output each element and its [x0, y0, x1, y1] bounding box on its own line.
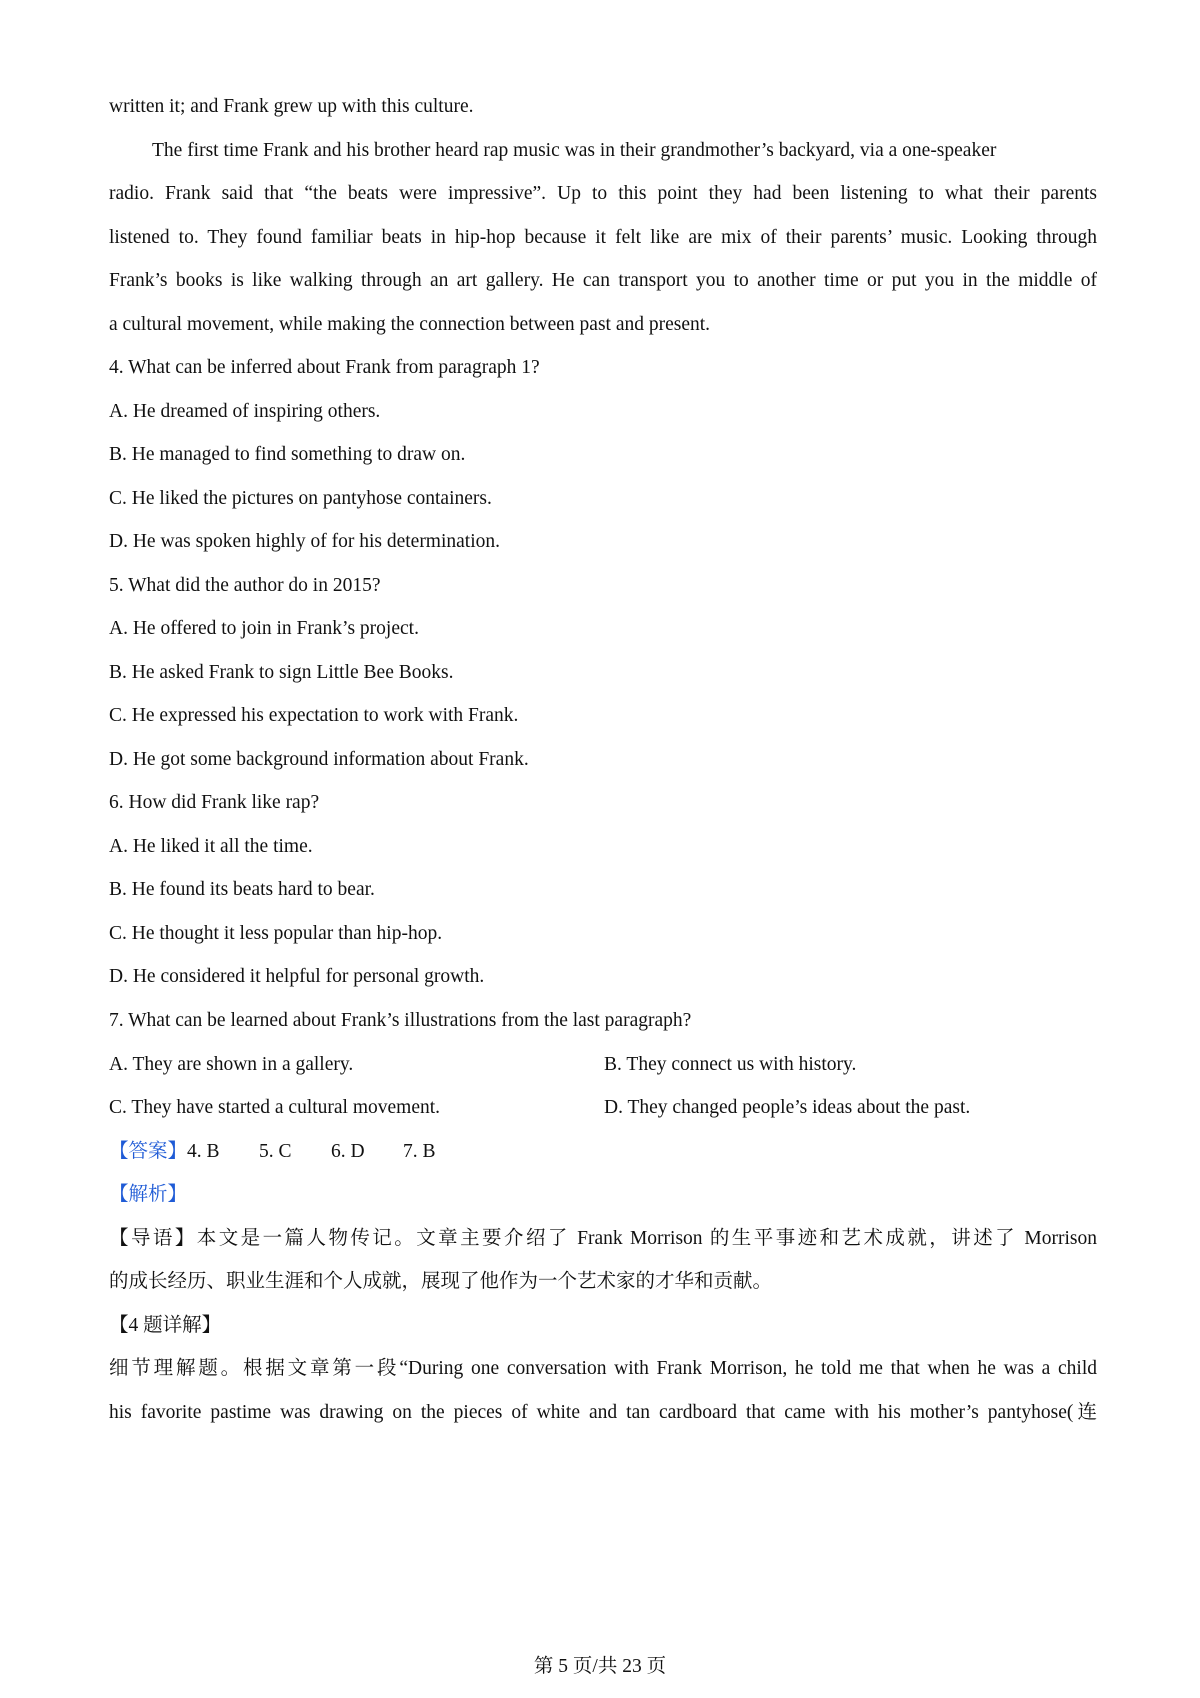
question-4-option-d: D. He was spoken highly of for his determination. — [109, 531, 501, 552]
question-6-stem: 6. How did Frank like rap? — [109, 792, 320, 813]
question-7-option-b: B. They connect us with history. — [604, 1054, 857, 1075]
question-7-option-c: C. They have started a cultural movement. — [109, 1097, 441, 1118]
answer-label: 【答案】 — [109, 1141, 188, 1162]
detail-label: 【4 题详解】 — [109, 1315, 222, 1336]
question-6-option-b: B. He found its beats hard to bear. — [109, 879, 375, 900]
question-4-option-a: A. He dreamed of inspiring others. — [109, 401, 381, 422]
question-5-option-b: B. He asked Frank to sign Little Bee Books. — [109, 662, 454, 683]
answer-item: 7. B — [403, 1141, 436, 1162]
question-6-option-a: A. He liked it all the time. — [109, 836, 313, 857]
question-4-option-b: B. He managed to find something to draw on. — [109, 444, 466, 465]
question-5-stem: 5. What did the author do in 2015? — [109, 575, 381, 596]
question-4-stem: 4. What can be inferred about Frank from paragraph 1? — [109, 357, 540, 378]
question-5-option-d: D. He got some background information about Frank. — [109, 749, 529, 770]
detail-line-1: 细节理解题。根据文章第一段“During one conversation with Frank Morrison, he told me that when he was a child — [109, 1358, 1097, 1379]
passage-line-2: The first time Frank and his brother heard rap music was in their grandmother’s backyard, via a one-speaker — [152, 140, 997, 161]
passage-line-5: Frank’s books is like walking through an art gallery. He can transport you to another time or put you in the middle of — [109, 270, 1097, 291]
question-6-option-d: D. He considered it helpful for personal growth. — [109, 966, 485, 987]
passage-line-4: listened to. They found familiar beats in hip-hop because it felt like are mix of their parents’ music. Looking through — [109, 227, 1097, 248]
question-7-stem: 7. What can be learned about Frank’s illustrations from the last paragraph? — [109, 1010, 692, 1031]
analysis-label: 【解析】 — [109, 1184, 188, 1205]
page-number: 第 5 页/共 23 页 — [533, 1656, 667, 1677]
question-7-option-d: D. They changed people’s ideas about the past. — [604, 1097, 971, 1118]
answer-item: 6. D — [331, 1141, 365, 1162]
passage-line-1: written it; and Frank grew up with this culture. — [109, 96, 474, 117]
answer-item: 4. B — [187, 1141, 220, 1162]
answer-row — [109, 1142, 436, 1162]
answer-item: 5. C — [259, 1141, 292, 1162]
guide-line-1: 【导语】本文是一篇人物传记。文章主要介绍了 Frank Morrison 的生平事迹和艺术成就，讲述了 Morrison — [109, 1228, 1097, 1249]
question-6-option-c: C. He thought it less popular than hip-hop. — [109, 923, 443, 944]
detail-line-2: his favorite pastime was drawing on the pieces of white and tan cardboard that came with his mother’s pantyhose(连 — [109, 1402, 1097, 1423]
question-4-option-c: C. He liked the pictures on pantyhose containers. — [109, 488, 492, 509]
question-5-option-a: A. He offered to join in Frank’s project. — [109, 618, 419, 639]
question-7-option-a: A. They are shown in a gallery. — [109, 1054, 354, 1075]
question-5-option-c: C. He expressed his expectation to work with Frank. — [109, 705, 519, 726]
passage-line-3: radio. Frank said that “the beats were impressive”. Up to this point they had been listening to what their parents — [109, 183, 1097, 204]
guide-line-2: 的成长经历、职业生涯和个人成就，展现了他作为一个艺术家的才华和贡献。 — [109, 1271, 773, 1292]
passage-line-6: a cultural movement, while making the connection between past and present. — [109, 314, 711, 335]
